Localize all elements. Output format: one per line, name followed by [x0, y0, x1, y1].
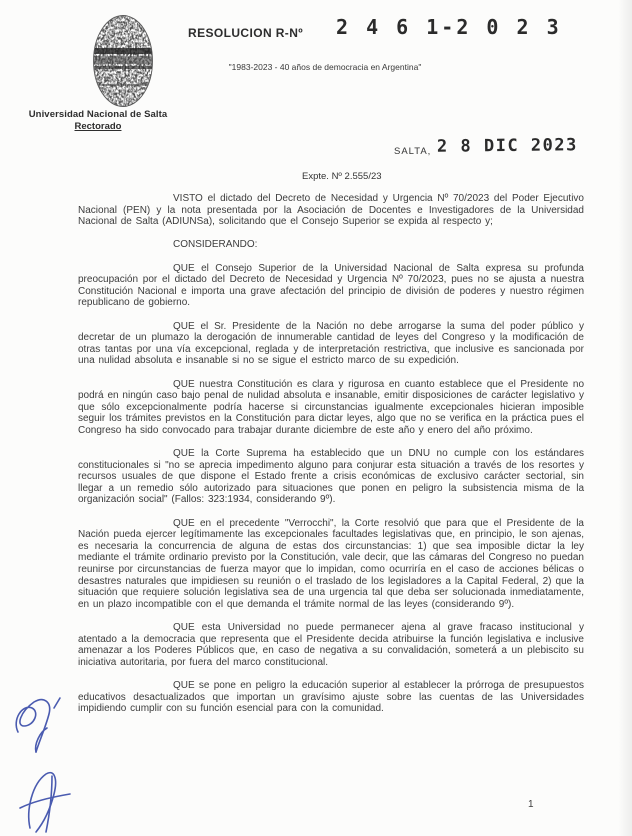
- dateline-city: SALTA,: [394, 146, 432, 157]
- paragraph-que-2: QUE el Sr. Presidente de la Nación no debe arrogarse la suma del poder público y decretar de un plumazo la derogación de innumerable cantidad de leyes del Congreso y la modificación de otras tantas por una vía excepcional, reglada y de interpretación restrictiva, que inclusive es sancionada por una nulidad absoluta e insanable si no se sigue el estricto marco de su expedición.: [78, 320, 584, 367]
- paragraph-que-4: QUE la Corte Suprema ha establecido que un DNU no cumple con los estándares constitucionales si "no se aprecia impedimento alguno para conjurar esta situación a través de los resortes y recursos usuales de que dispone el Estado frente a crisis económicas de exclusivo carácter sectorial, sin llegar a un remedio sólo autorizado para situaciones que ponen en peligro la subsistencia misma de la organización social" (Fallos: 323:1934, considerando 9º).: [78, 448, 584, 506]
- paragraph-que-6: QUE esta Universidad no puede permanecer ajena al grave fracaso institucional y atentado a la democracia que representa que el Presidente decida atribuirse la función legislativa e inclusive amenazar a los Poderes Públicos que, en caso de negativa a su convalidación, someterá a un plebiscito su iniciativa autoritaria, por fuera del marco constitucional.: [78, 621, 584, 668]
- paragraph-que-1: QUE el Consejo Superior de la Universidad Nacional de Salta expresa su profunda preocupación por el dictado del Decreto de Necesidad y Urgencia Nº 70/2023, pues no se ajusta a nuestra Constitución Nacional e importa una grave afectación del principio de división de poderes y nuestro régimen republicano de gobierno.: [78, 262, 584, 309]
- university-name: Universidad Nacional de Salta: [28, 109, 168, 120]
- paragraph-que-7: QUE se pone en peligro la educación superior al establecer la prórroga de presupuestos educativos desactualizados que importan un gravísimo ajuste sobre las cuentas de las Universidades impidiendo cumplir con su función esencial para con la comunidad.: [78, 679, 584, 715]
- office-name: Rectorado: [74, 121, 122, 132]
- paragraph-considerando: CONSIDERANDO:: [173, 239, 258, 251]
- document-body: [78, 193, 584, 726]
- paragraph-que-3: QUE nuestra Constitución es clara y rigurosa en cuanto establece que el Presidente no podrá en ningún caso bajo penal de nulidad absoluta e insanable, emitir disposiciones de carácter legislativo y que sólo excepcionalmente podría hacerse si circunstancias igualmente excepcionales hicieran imposible seguir los trámites previstos en la Constitución para dictar leyes, algo que no se verifica en la práctica pues el Congreso ha sido convocado para trabajar durante diciembre de este año y enero del año próximo.: [78, 378, 584, 436]
- university-seal-icon: [92, 14, 154, 108]
- file-number: Expte. Nº 2.555/23: [302, 171, 382, 182]
- page-number: 1: [528, 799, 534, 810]
- handwritten-initial-icon: [6, 686, 64, 760]
- handwritten-initial-icon: [18, 766, 72, 836]
- paragraph-visto: VISTO el dictado del Decreto de Necesidad y Urgencia Nº 70/2023 del Poder Ejecutivo Nacional (PEN) y la nota presentada por la Asociación de Docentes e Investigadores de la Universidad Nacional de Salta (ADIUNSa), solicitando que el Consejo Superior se expida al respecto y;: [78, 193, 584, 228]
- scan-edge-shadow: [618, 0, 632, 836]
- resolution-label: RESOLUCION R-Nº: [188, 26, 304, 40]
- resolution-number-stamp: 2 4 6 1-2 0 2 3: [336, 15, 562, 39]
- date-stamp: 2 8 DIC 2023: [436, 135, 578, 157]
- paragraph-que-5: QUE en el precedente "Verrocchi", la Corte resolvió que para que el Presidente de la Nación pueda ejercer legítimamente las excepcionales facultades legislativas que, en principio, le son ajenas, es necesaria la concurrencia de alguna de estas dos circunstancias: 1) que sea imposible dictar la ley mediante el trámite ordinario previsto por la Constitución, vale decir, que las cámaras del Congreso no puedan reunirse por circunstancias de fuerza mayor que lo impidan, como ocurriría en el caso de acciones bélicas o desastres naturales que impidiesen su reunión o el traslado de los legisladores a la Capital Federal, 2) que la situación que requiere solución legislativa sea de una urgencia tal que deba ser solucionada inmediatamente, en un plazo incompatible con el que demanda el trámite normal de las leyes (considerando 9º).: [78, 517, 584, 610]
- democracy-anniversary-slogan: "1983-2023 - 40 años de democracia en Argentina": [228, 62, 422, 72]
